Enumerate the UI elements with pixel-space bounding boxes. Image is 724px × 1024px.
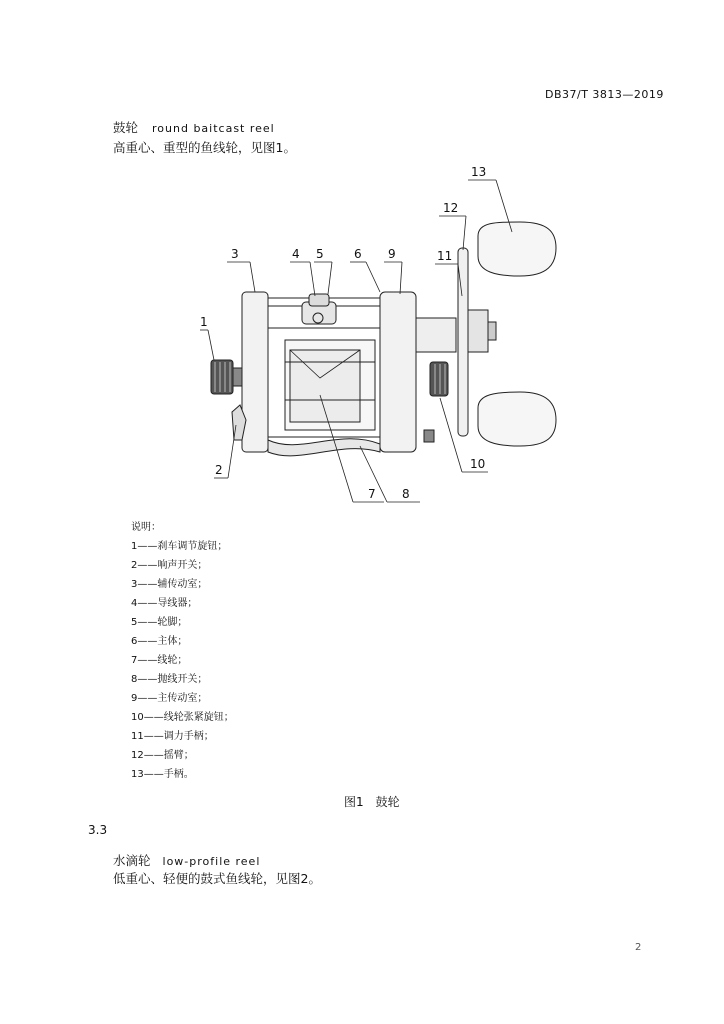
document-number: DB37/T 3813—2019	[545, 88, 664, 101]
side-plate-right	[380, 292, 416, 452]
term-chinese-1: 鼓轮	[113, 120, 139, 135]
legend-item: 3——辅传动室；	[131, 579, 208, 590]
term-english-1: round baitcast reel	[152, 122, 275, 135]
legend-item: 11——调力手柄；	[131, 731, 214, 742]
handle-bottom	[478, 392, 556, 446]
section-number: 3.3	[88, 823, 108, 837]
term-heading-1	[113, 118, 275, 136]
legend-item: 13——手柄。	[131, 769, 194, 780]
legend-item: 9——主传动室；	[131, 693, 208, 704]
figure-caption	[344, 793, 400, 810]
legend-title: 说明：	[131, 522, 161, 533]
callout-10: 10	[470, 457, 486, 471]
legend-item: 2——响声开关；	[131, 560, 208, 571]
reel-diagram	[190, 160, 590, 510]
callout-12: 12	[443, 201, 459, 215]
term-heading-2	[113, 851, 260, 869]
callout-9: 9	[388, 247, 396, 261]
callout-2: 2	[215, 463, 223, 477]
legend-item: 8——抛线开关；	[131, 674, 208, 685]
callout-11: 11	[437, 249, 453, 263]
page-number: 2	[635, 942, 642, 953]
legend-item: 10——线轮张紧旋钮；	[131, 712, 234, 723]
legend-item: 1——刹车调节旋钮；	[131, 541, 228, 552]
callout-1: 1	[200, 315, 208, 329]
callout-3: 3	[231, 247, 239, 261]
legend-item: 4——导线器；	[131, 598, 198, 609]
callout-5: 5	[316, 247, 324, 261]
callout-4: 4	[292, 247, 300, 261]
side-plate-left	[242, 292, 268, 452]
term-definition-1: 高重心、重型的鱼线轮，见图1。	[113, 140, 296, 155]
legend-item: 6——主体；	[131, 636, 188, 647]
term-english-2: low-profile reel	[162, 855, 261, 868]
legend-item: 5——轮脚；	[131, 617, 188, 628]
callout-6: 6	[354, 247, 362, 261]
legend-item: 12——摇臂；	[131, 750, 194, 761]
figure-title: 鼓轮	[375, 795, 400, 809]
handle-top	[478, 222, 556, 276]
callout-7: 7	[368, 487, 376, 501]
callout-13: 13	[471, 165, 487, 179]
callout-8: 8	[402, 487, 410, 501]
legend-item: 7——线轮；	[131, 655, 188, 666]
figure-number: 图1	[344, 795, 364, 809]
term-chinese-2: 水滴轮	[113, 853, 151, 868]
term-definition-2: 低重心、轻便的鼓式鱼线轮，见图2。	[113, 871, 321, 886]
